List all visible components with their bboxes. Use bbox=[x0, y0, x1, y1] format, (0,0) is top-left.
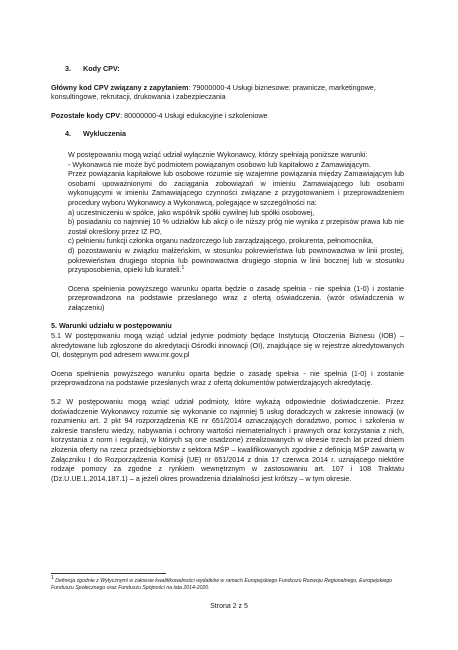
exclusions-item-b: b) posiadaniu co najmniej 10 % udziałów lub akcji o ile niższy próg nie wynika z przepisów prawa lub nie został określony przez IZ PO, bbox=[68, 217, 404, 236]
exclusions-item-d-text: d) pozostawaniu w związku małżeńskim, w stosunku pokrewieństwa lub powinowactwa w linii prostej, pokrewieństwa drugiego stopnia lub powinowactwa drugiego stopnia w linii bocznej lub w stosunku przysposobienia, opieki lub kurateli. bbox=[68, 245, 404, 275]
exclusions-block bbox=[51, 150, 404, 313]
exclusions-evaluation: Ocena spełnienia powyższego warunku oparta będzie o zasadę spełnia - nie spełnia (1-0) i zostanie przeprowadzona na podstawie przesłanego wraz z ofertą oświadczenia. (wzór oświadczenia w załączeniu) bbox=[68, 283, 404, 312]
cpv-other-label: Pozostałe kody CPV bbox=[51, 110, 121, 120]
footnote-text: Definicja zgodnie z Wytycznymi w zakresie kwalifikowalności wydatków w ramach Europejskiego Funduszu Rozwoju Regionalnego, Europejskiego Funduszu Społecznego oraz Funduszu Spójności na lata 2014-2020. bbox=[51, 578, 392, 591]
condition-5-1: 5.1 W postępowaniu mogą wziąć udział jedynie podmioty będące Instytucją Otoczenia Biznesu (IOB) – akredytowane lub zgłoszone do akredytacji Ośrodki innowacji (OI), znajdujące się w rejestrze akredytowanych OI, dostępnym pod adresem www.mr.gov.pl bbox=[51, 331, 404, 360]
exclusions-item-c: c) pełnieniu funkcji członka organu nadzorczego lub zarządzającego, prokurenta, pełnomocnika, bbox=[68, 236, 374, 246]
footnote-divider bbox=[51, 573, 166, 574]
section-4-title: Wykluczenia bbox=[83, 129, 127, 139]
exclusions-item-a: a) uczestniczeniu w spółce, jako wspólnik spółki cywilnej lub spółki osobowej, bbox=[68, 207, 315, 217]
section-4-number: 4. bbox=[65, 129, 71, 139]
footnote-marker: 1 bbox=[51, 575, 54, 581]
section-5-heading: 5. Warunki udziału w postępowaniu bbox=[51, 321, 172, 331]
exclusions-intro: W postępowaniu mogą wziąć udział wyłącznie Wykonawcy, którzy spełniają poniższe warunki: bbox=[68, 149, 368, 159]
page-number: Strona 2 z 5 bbox=[210, 603, 248, 610]
exclusions-paragraph: Przez powiązania kapitałowe lub osobowe rozumie się wzajemne powiązania między Zamawiającym lub osobami upoważnionymi do zaciągania zobowiązań w imieniu Zamawiającego lub osobami wykonującymi w imieniu Zamawiającego czynności związane z przygotowaniem i przeprowadzeniem procedury wyboru Wykonawcy a Wykonawcą, polegające w szczególności na: bbox=[68, 169, 404, 207]
condition-5-2: 5.2 W postępowaniu mogą wziąć udział podmioty, które wykażą odpowiednie doświadczenie. Przez doświadczenie Wykonawcy rozumie się wykonanie co najmniej 5 usług doradczych w zakresie innowacji (w rozumieniu art. 2 pkt 94 rozporządzenia KE nr 651/2014 oznaczających doradztwo, pomoc i szkolenia w zakresie transferu wiedzy, nabywania i ochrony wartości niematerialnych i prawnych oraz korzystania z nich, korzystania z norm i regulacji, w których są one osadzone) zrealizowanych w okresie trzech lat przed dniem złożenia oferty na rzecz przedsiębiorstw z sektora MŚP – kwalifikowanych zgodnie z definicją MŚP zawartą w Załączniku I do Rozporządzenia Komisji (UE) nr 651/2014 z dnia 17 czerwca 2014 r. uznającego niektóre rodzaje pomocy za zgodne z rynkiem wewnętrznym w zastosowaniu art. 107 i 108 Traktatu (Dz.U.UE.L.2014.187.1) – a jeżeli okres prowadzenia działalności jest krótszy – w tym okresie. bbox=[51, 397, 404, 483]
cpv-other-text: : 80000000-4 Usługi edukacyjne i szkoleniowe bbox=[120, 110, 268, 120]
cpv-main-label: Główny kod CPV związany z zapytaniem bbox=[51, 82, 189, 92]
page-body bbox=[51, 64, 404, 483]
cpv-other bbox=[51, 111, 404, 121]
cpv-main-text: : 79000000-4 Usługi biznesowe: prawnicze, marketingowe, konsultingowe, rekrutacji, drukowania i zabezpieczania bbox=[51, 82, 376, 102]
section-3-title: Kody CPV: bbox=[83, 64, 120, 73]
section-3-number: 3. bbox=[65, 64, 71, 73]
footnote bbox=[51, 575, 411, 592]
section-3-heading bbox=[51, 64, 404, 74]
exclusions-item-d bbox=[68, 246, 404, 275]
condition-5-1-evaluation: Ocena spełnienia powyższego warunku oparta będzie o zasadę spełnia - nie spełnia (1-0) i zostanie przeprowadzona na podstawie przesłanych wraz z ofertą dokumentów potwierdzających akredytację. bbox=[51, 368, 404, 388]
section-4-heading bbox=[51, 129, 404, 139]
footnote-reference[interactable]: 1 bbox=[181, 265, 185, 272]
cpv-main bbox=[51, 83, 404, 102]
exclusions-bullet: - Wykonawca nie może być podmiotem powiązanym osobowo lub kapitałowo z Zamawiającym. bbox=[68, 159, 371, 169]
